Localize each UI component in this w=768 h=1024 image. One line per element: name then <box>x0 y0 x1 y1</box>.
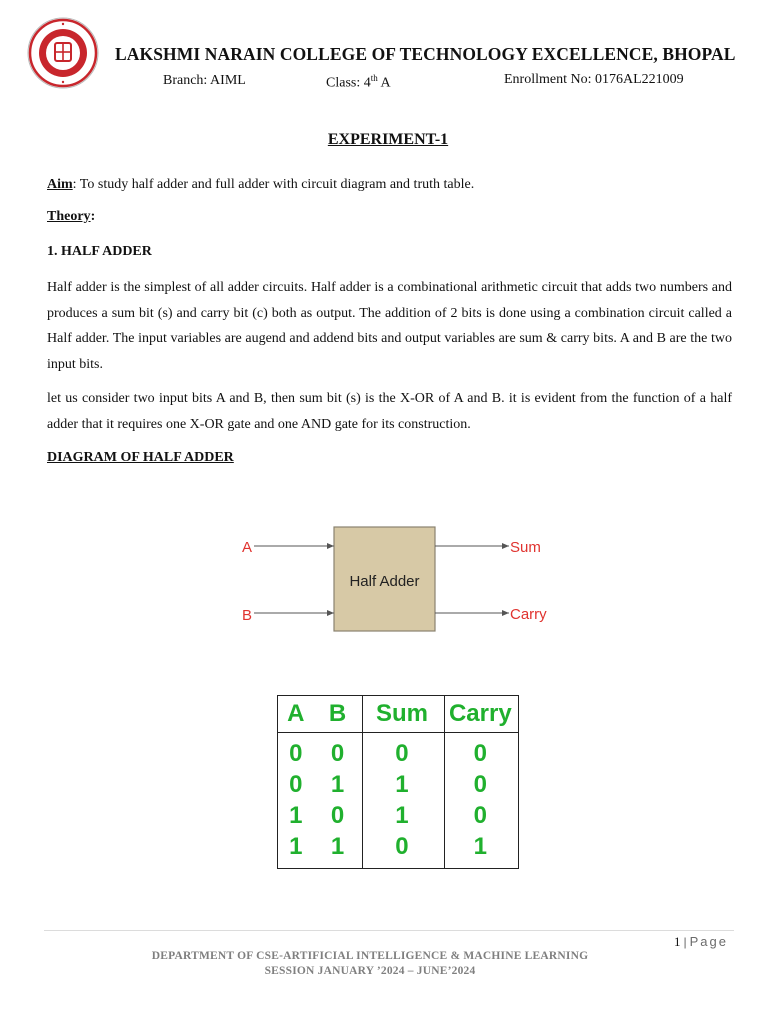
footer-session: SESSION JANUARY ’2024 – JUNE’2024 <box>264 965 476 977</box>
truth-table-header <box>278 696 518 733</box>
cell-b: 1 <box>330 833 345 860</box>
cell-sum: 1 <box>395 771 409 798</box>
table-row <box>278 738 518 769</box>
footer-department: DEPARTMENT OF CSE-ARTIFICIAL INTELLIGENCE & MACHINE LEARNING <box>151 950 589 962</box>
carry-label: Carry <box>510 606 547 623</box>
diagram-heading: DIAGRAM OF HALF ADDER <box>47 450 234 465</box>
aim-text: : To study half adder and full adder with circuit diagram and truth table. <box>72 177 475 192</box>
cell-a: 1 <box>289 802 303 829</box>
class-label: Class: 4th A <box>326 73 391 91</box>
header-sum: Sum <box>375 700 428 727</box>
header-carry: Carry <box>448 700 512 727</box>
cell-b: 0 <box>330 740 345 767</box>
cell-a: 0 <box>289 740 303 767</box>
input-a-label: A <box>242 539 253 556</box>
page-number: 1 | Page <box>674 934 728 949</box>
half-adder-gates-paragraph: let us consider two input bits A and B, then sum bit (s) is the X-OR of A and B. it is evident from the function of a half adder that it requires one X-OR gate and one AND gate for its construction. <box>47 391 732 432</box>
truth-table <box>277 695 519 869</box>
header-a: A <box>287 700 305 727</box>
experiment-title: EXPERIMENT-1 <box>327 131 449 148</box>
cell-a: 0 <box>289 771 303 798</box>
enrollment-label: Enrollment No: 0176AL221009 <box>504 72 684 87</box>
table-row <box>278 800 518 831</box>
cell-carry: 0 <box>473 802 487 829</box>
input-b-label: B <box>242 607 253 624</box>
aim-line <box>47 172 732 198</box>
cell-sum: 0 <box>395 740 409 767</box>
cell-carry: 0 <box>473 771 487 798</box>
cell-sum: 1 <box>395 802 409 829</box>
college-seal-icon <box>26 16 100 90</box>
section-heading-half-adder: 1. HALF ADDER <box>47 244 152 259</box>
cell-a: 1 <box>289 833 303 860</box>
branch-label: Branch: AIML <box>163 73 246 88</box>
header-b: B <box>328 700 347 727</box>
footer-divider <box>44 930 734 931</box>
half-adder-diagram <box>230 515 560 640</box>
table-row <box>278 769 518 800</box>
cell-carry: 1 <box>473 833 487 860</box>
cell-sum: 0 <box>395 833 409 860</box>
cell-b: 0 <box>330 802 345 829</box>
cell-carry: 0 <box>473 740 487 767</box>
aim-label: Aim <box>47 177 73 192</box>
table-row <box>278 831 518 862</box>
cell-b: 1 <box>330 771 345 798</box>
sum-label: Sum <box>510 539 541 556</box>
college-name: LAKSHMI NARAIN COLLEGE OF TECHNOLOGY EXCELLENCE, BHOPAL <box>115 44 736 64</box>
theory-heading: Theory: <box>47 209 96 224</box>
half-adder-paragraph: Half adder is the simplest of all adder circuits. Half adder is a combinational arithmetic circuit that adds two numbers and produces a sum bit (s) and carry bit (c) both as output. The addition of 2 bits is done using a combination circuit called a Half adder. The input variables are augend and addend bits and output variables are sum & carry bits. A and B are the two input bits. <box>47 280 732 372</box>
block-label: Half Adder <box>349 573 420 590</box>
